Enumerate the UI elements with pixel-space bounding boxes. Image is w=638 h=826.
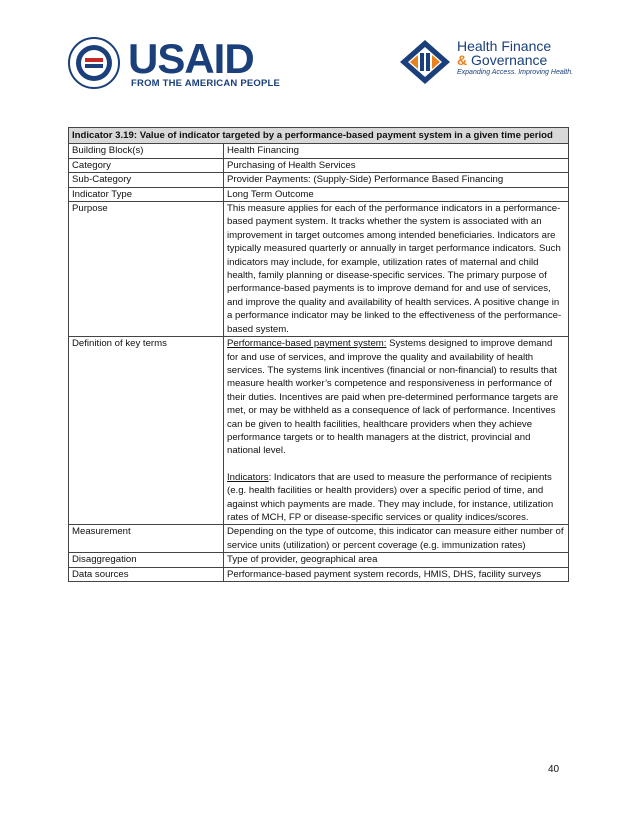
indicator-title: Indicator 3.19: Value of indicator targeted by a performance-based payment system in a given time period — [69, 128, 569, 144]
term-indicators-text: : Indicators that are used to measure the performance of recipients (e.g. health facilities or health providers) over a specific period of time, and against which payments are made. They may include, for instance, utilization rates of MCH, FP or disease-specific services or quality indices/scores. — [227, 471, 554, 523]
row-value-measurement: Depending on the type of outcome, this indicator can measure either number of service units (utilization) or percent coverage (e.g. immunization rates) — [224, 525, 569, 553]
row-label-purpose: Purpose — [69, 202, 224, 337]
table-row — [69, 567, 569, 581]
hfg-ampersand: & — [457, 52, 468, 68]
table-row — [69, 158, 569, 172]
usaid-seal-icon — [68, 37, 120, 89]
hfg-name-line1: Health Finance — [457, 38, 552, 54]
row-value-definition — [224, 337, 569, 525]
term-performance-based-payment: Performance-based payment system: — [227, 338, 387, 350]
indicator-title-row — [69, 128, 569, 144]
row-label-building-block: Building Block(s) — [69, 144, 224, 158]
hfg-tagline: Expanding Access. Improving Health. — [457, 69, 574, 76]
usaid-tagline: FROM THE AMERICAN PEOPLE — [131, 78, 281, 89]
row-value-data-sources: Performance-based payment system records, HMIS, DHS, facility surveys — [224, 567, 569, 581]
hfg-logo-icon — [398, 38, 452, 86]
row-value-building-block: Health Financing — [224, 144, 569, 158]
row-label-sub-category: Sub-Category — [69, 173, 224, 187]
definition-paragraph-1 — [227, 337, 565, 458]
hfg-name-line2 — [457, 53, 547, 68]
row-label-measurement: Measurement — [69, 525, 224, 553]
table-row — [69, 553, 569, 567]
table-row — [69, 187, 569, 201]
table-row — [69, 144, 569, 158]
row-value-purpose: This measure applies for each of the performance indicators in a performance-based payment system. It tracks whether the system is associated with an improvement in target outcomes among intended beneficiaries. Indicators are typically measured quarterly or annually in target performance indicators. Such indicators may include, for example, utilization rates of maternal and child health, family planning or disease-specific services. The primary purpose of performance-based payments is to improve demand for and use of services, and improve the quality and availability of health services. A positive change in a performance indicator may be linked to the effectiveness of the performance-based system. — [224, 202, 569, 337]
usaid-wordmark: USAID — [128, 35, 254, 82]
row-label-category: Category — [69, 158, 224, 172]
definition-paragraph-2 — [227, 471, 565, 525]
table-row — [69, 337, 569, 525]
row-label-definition: Definition of key terms — [69, 337, 224, 525]
row-value-indicator-type: Long Term Outcome — [224, 187, 569, 201]
term-performance-based-payment-text: Systems designed to improve demand for and use of services, and improve the quality and availability of health services. The systems link incentives (financial or non-financial) to results that measure health worker’s competence and responsiveness in performance of their duties. Incentives are paid when pre-determined performance targets are met, or may be withheld as a consequence of lack of performance. Incentives can be given to health facilities, healthcare providers when they achieve performance targets or to health managers at the district, provincial and national level. — [227, 338, 559, 457]
hfg-governance: Governance — [471, 52, 548, 68]
row-value-disaggregation: Type of provider, geographical area — [224, 553, 569, 567]
row-label-indicator-type: Indicator Type — [69, 187, 224, 201]
indicator-table — [68, 127, 569, 582]
table-row — [69, 525, 569, 553]
term-indicators: Indicators — [227, 471, 269, 483]
table-row — [69, 173, 569, 187]
paragraph-spacer — [227, 458, 565, 471]
row-value-sub-category: Provider Payments: (Supply-Side) Performance Based Financing — [224, 173, 569, 187]
row-label-disaggregation: Disaggregation — [69, 553, 224, 567]
page-header — [0, 0, 638, 110]
row-value-category: Purchasing of Health Services — [224, 158, 569, 172]
table-row — [69, 202, 569, 337]
page-number: 40 — [548, 764, 560, 775]
row-label-data-sources: Data sources — [69, 567, 224, 581]
